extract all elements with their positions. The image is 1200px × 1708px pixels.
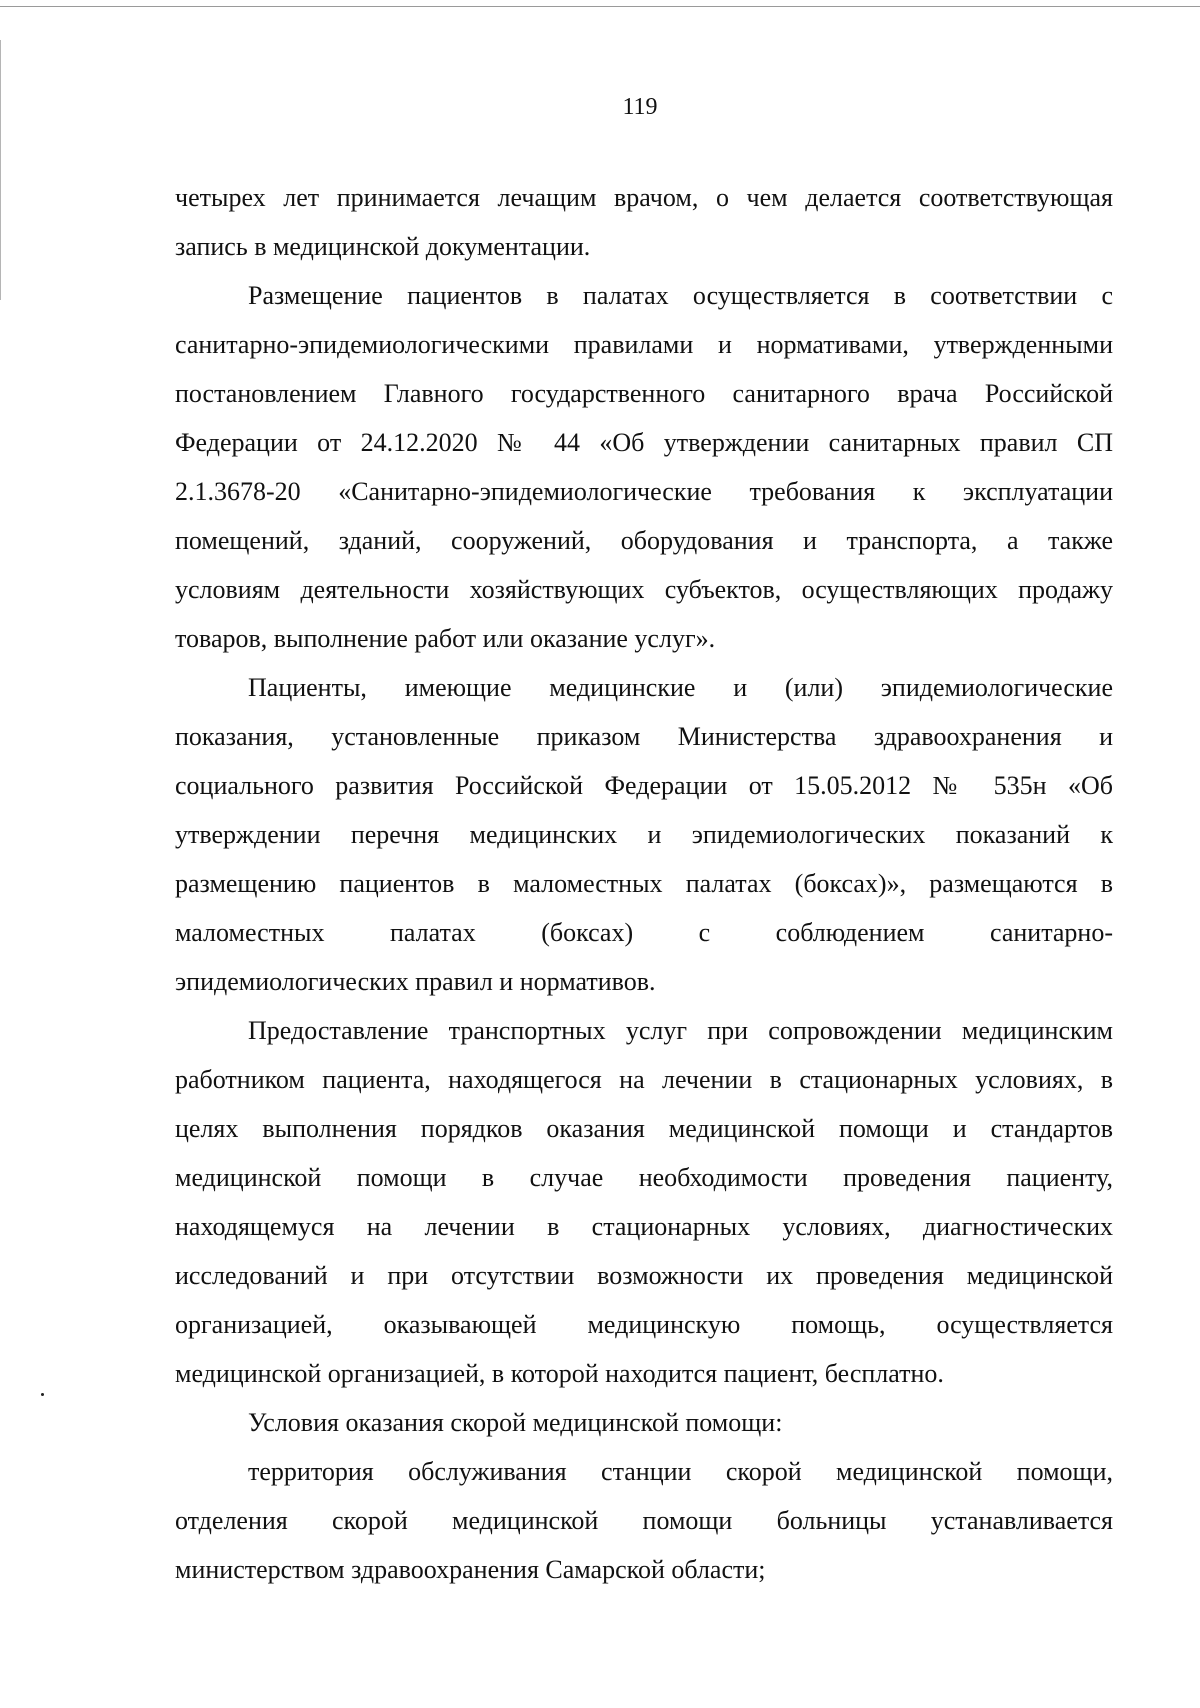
text-line: утверждении перечня медицинских и эпидемиологических показаний к [175, 820, 1113, 849]
paragraph-3 [175, 663, 1113, 1006]
text-line: Условия оказания скорой медицинской помощи: [248, 1408, 783, 1437]
text-line: Размещение пациентов в палатах осуществляется в соответствии с [248, 281, 1113, 310]
paragraph-6 [175, 1447, 1113, 1594]
text-line: находящемуся на лечении в стационарных условиях, диагностических [175, 1212, 1113, 1241]
paragraph-1 [175, 173, 1113, 271]
text-line: эпидемиологических правил и нормативов. [175, 967, 656, 996]
text-line: маломестных палатах (боксах) с соблюдением санитарно- [175, 918, 1113, 947]
text-line: медицинской организацией, в которой находится пациент, бесплатно. [175, 1359, 944, 1388]
text-line: 2.1.3678-20 «Санитарно-эпидемиологические требования к эксплуатации [175, 477, 1113, 506]
scan-top-edge [0, 6, 1200, 7]
text-line: министерством здравоохранения Самарской области; [175, 1555, 766, 1584]
text-line: Федерации от 24.12.2020 № 44 «Об утверждении санитарных правил СП [175, 428, 1113, 457]
text-line: четырех лет принимается лечащим врачом, о чем делается соответствующая [175, 183, 1113, 212]
text-line: санитарно-эпидемиологическими правилами и нормативами, утвержденными [175, 330, 1113, 359]
text-line: товаров, выполнение работ или оказание услуг». [175, 624, 716, 653]
paragraph-4 [175, 1006, 1113, 1398]
text-line: исследований и при отсутствии возможности их проведения медицинской [175, 1261, 1113, 1290]
text-line: условиям деятельности хозяйствующих субъектов, осуществляющих продажу [175, 575, 1113, 604]
page-number: 119 [622, 94, 658, 120]
text-line: размещению пациентов в маломестных палатах (боксах)», размещаются в [175, 869, 1113, 898]
paragraph-2 [175, 271, 1113, 663]
text-line: постановлением Главного государственного санитарного врача Российской [175, 379, 1113, 408]
text-line: помещений, зданий, сооружений, оборудования и транспорта, а также [175, 526, 1113, 555]
text-line: социального развития Российской Федерации от 15.05.2012 № 535н «Об [175, 771, 1113, 800]
text-line: медицинской помощи в случае необходимости проведения пациенту, [175, 1163, 1113, 1192]
scan-speck [41, 1393, 44, 1396]
text-line: территория обслуживания станции скорой медицинской помощи, [248, 1457, 1113, 1486]
scan-left-edge [0, 40, 1, 300]
text-line: запись в медицинской документации. [175, 232, 591, 261]
text-line: отделения скорой медицинской помощи больницы устанавливается [175, 1506, 1113, 1535]
text-line: Предоставление транспортных услуг при сопровождении медицинским [248, 1016, 1113, 1045]
paragraph-5 [175, 1398, 1113, 1447]
document-body [175, 173, 1113, 1594]
text-line: Пациенты, имеющие медицинские и (или) эпидемиологические [248, 673, 1113, 702]
text-line: работником пациента, находящегося на лечении в стационарных условиях, в [175, 1065, 1113, 1094]
text-line: целях выполнения порядков оказания медицинской помощи и стандартов [175, 1114, 1113, 1143]
text-line: показания, установленные приказом Министерства здравоохранения и [175, 722, 1113, 751]
text-line: организацией, оказывающей медицинскую помощь, осуществляется [175, 1310, 1113, 1339]
